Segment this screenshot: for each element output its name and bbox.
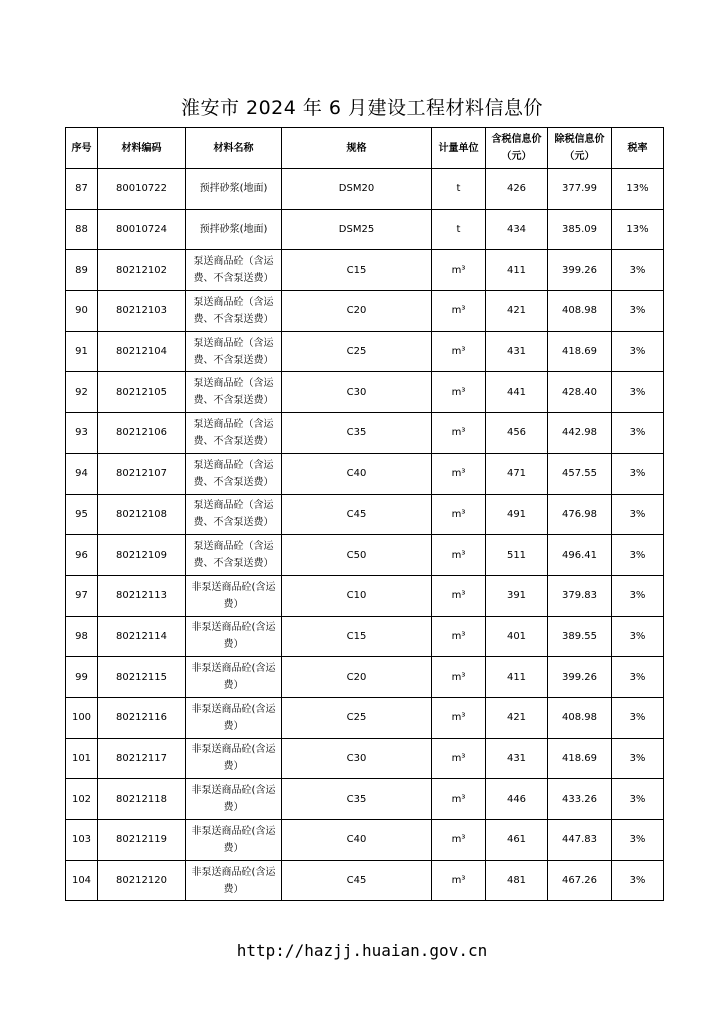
cell-unit: m³ [432,820,486,861]
cell-unit: m³ [432,697,486,738]
cell-unit: m³ [432,738,486,779]
cell-price-notax: 418.69 [548,331,612,372]
cell-price-notax: 496.41 [548,535,612,576]
cell-rate: 3% [612,494,664,535]
cell-name: 泵送商品砼（含运费、不含泵送费） [186,535,282,576]
cell-name: 泵送商品砼（含运费、不含泵送费） [186,494,282,535]
cell-name: 泵送商品砼（含运费、不含泵送费） [186,413,282,454]
cell-price-tax: 401 [486,616,548,657]
cell-code: 80212120 [98,860,186,901]
table-header-row [66,128,664,169]
table-row [66,575,664,616]
cell-unit: m³ [432,372,486,413]
cell-price-notax: 457.55 [548,453,612,494]
footer-url: http://hazjj.huaian.gov.cn [236,941,488,960]
cell-spec: C35 [282,779,432,820]
cell-spec: C40 [282,820,432,861]
cell-price-notax: 408.98 [548,697,612,738]
cell-price-tax: 411 [486,250,548,291]
cell-rate: 3% [612,372,664,413]
cell-code: 80212116 [98,697,186,738]
cell-unit: m³ [432,331,486,372]
cell-name: 泵送商品砼（含运费、不含泵送费） [186,453,282,494]
cell-price-tax: 491 [486,494,548,535]
cell-price-tax: 481 [486,860,548,901]
cell-price-notax: 385.09 [548,209,612,250]
cell-price-tax: 511 [486,535,548,576]
cell-spec: C30 [282,738,432,779]
cell-spec: C15 [282,616,432,657]
cell-seq: 94 [66,453,98,494]
cell-code: 80212102 [98,250,186,291]
cell-price-tax: 426 [486,169,548,210]
cell-price-notax: 408.98 [548,291,612,332]
cell-name: 预拌砂浆(地面) [186,209,282,250]
header-unit: 计量单位 [432,128,486,169]
cell-rate: 3% [612,291,664,332]
cell-seq: 91 [66,331,98,372]
cell-name: 非泵送商品砼(含运费） [186,657,282,698]
cell-seq: 95 [66,494,98,535]
cell-price-tax: 421 [486,291,548,332]
cell-unit: m³ [432,860,486,901]
cell-seq: 101 [66,738,98,779]
cell-price-tax: 456 [486,413,548,454]
table-row [66,250,664,291]
cell-rate: 3% [612,575,664,616]
cell-name: 非泵送商品砼(含运费） [186,820,282,861]
cell-price-notax: 379.83 [548,575,612,616]
cell-spec: C45 [282,860,432,901]
cell-rate: 3% [612,331,664,372]
cell-code: 80212115 [98,657,186,698]
cell-price-tax: 434 [486,209,548,250]
header-spec: 规格 [282,128,432,169]
cell-name: 泵送商品砼（含运费、不含泵送费） [186,372,282,413]
cell-name: 非泵送商品砼(含运费） [186,616,282,657]
cell-rate: 3% [612,453,664,494]
header-code: 材料编码 [98,128,186,169]
header-price-tax: 含税信息价（元） [486,128,548,169]
cell-unit: m³ [432,494,486,535]
cell-price-tax: 441 [486,372,548,413]
cell-name: 泵送商品砼（含运费、不含泵送费） [186,291,282,332]
cell-name: 非泵送商品砼(含运费） [186,575,282,616]
cell-name: 预拌砂浆(地面) [186,169,282,210]
cell-price-notax: 442.98 [548,413,612,454]
cell-code: 80212109 [98,535,186,576]
cell-code: 80212114 [98,616,186,657]
cell-price-tax: 421 [486,697,548,738]
cell-code: 80212105 [98,372,186,413]
cell-unit: m³ [432,535,486,576]
table-row [66,860,664,901]
cell-price-notax: 418.69 [548,738,612,779]
table-row [66,820,664,861]
cell-code: 80212119 [98,820,186,861]
cell-rate: 3% [612,820,664,861]
price-table [65,127,664,901]
page-title: 淮安市 2024 年 6 月建设工程材料信息价 [180,97,544,119]
cell-unit: m³ [432,657,486,698]
cell-name: 泵送商品砼（含运费、不含泵送费） [186,250,282,291]
cell-code: 80212104 [98,331,186,372]
cell-name: 泵送商品砼（含运费、不含泵送费） [186,331,282,372]
cell-rate: 3% [612,616,664,657]
cell-spec: C35 [282,413,432,454]
table-row [66,413,664,454]
cell-price-notax: 467.26 [548,860,612,901]
cell-rate: 13% [612,209,664,250]
cell-seq: 99 [66,657,98,698]
cell-code: 80212118 [98,779,186,820]
table-body [66,169,664,901]
header-rate: 税率 [612,128,664,169]
cell-price-tax: 471 [486,453,548,494]
cell-seq: 87 [66,169,98,210]
cell-unit: t [432,209,486,250]
cell-rate: 3% [612,535,664,576]
cell-spec: C30 [282,372,432,413]
cell-price-notax: 433.26 [548,779,612,820]
cell-unit: m³ [432,779,486,820]
cell-seq: 104 [66,860,98,901]
cell-price-tax: 391 [486,575,548,616]
cell-seq: 90 [66,291,98,332]
cell-unit: m³ [432,413,486,454]
cell-seq: 96 [66,535,98,576]
cell-name: 非泵送商品砼(含运费） [186,697,282,738]
cell-rate: 3% [612,738,664,779]
cell-unit: m³ [432,453,486,494]
cell-code: 80010724 [98,209,186,250]
cell-rate: 3% [612,413,664,454]
cell-price-tax: 411 [486,657,548,698]
cell-spec: DSM25 [282,209,432,250]
cell-price-notax: 428.40 [548,372,612,413]
cell-unit: m³ [432,250,486,291]
table-row [66,331,664,372]
table-row [66,779,664,820]
cell-seq: 100 [66,697,98,738]
table-row [66,372,664,413]
cell-spec: C25 [282,697,432,738]
table-row [66,697,664,738]
table-row [66,291,664,332]
cell-seq: 89 [66,250,98,291]
cell-code: 80212103 [98,291,186,332]
cell-price-notax: 389.55 [548,616,612,657]
cell-rate: 3% [612,697,664,738]
cell-price-tax: 431 [486,738,548,779]
cell-rate: 13% [612,169,664,210]
cell-code: 80010722 [98,169,186,210]
cell-name: 非泵送商品砼(含运费） [186,860,282,901]
cell-spec: C10 [282,575,432,616]
cell-rate: 3% [612,779,664,820]
table-row [66,535,664,576]
cell-spec: C40 [282,453,432,494]
cell-price-tax: 431 [486,331,548,372]
table-row [66,169,664,210]
cell-rate: 3% [612,860,664,901]
cell-seq: 98 [66,616,98,657]
cell-price-notax: 399.26 [548,250,612,291]
cell-spec: C50 [282,535,432,576]
cell-price-notax: 399.26 [548,657,612,698]
cell-seq: 88 [66,209,98,250]
cell-spec: DSM20 [282,169,432,210]
cell-code: 80212107 [98,453,186,494]
cell-seq: 102 [66,779,98,820]
cell-code: 80212117 [98,738,186,779]
table-row [66,616,664,657]
cell-seq: 97 [66,575,98,616]
cell-price-notax: 447.83 [548,820,612,861]
table-row [66,738,664,779]
cell-code: 80212106 [98,413,186,454]
cell-rate: 3% [612,657,664,698]
cell-spec: C20 [282,291,432,332]
cell-code: 80212113 [98,575,186,616]
cell-unit: m³ [432,616,486,657]
cell-unit: m³ [432,575,486,616]
cell-unit: m³ [432,291,486,332]
cell-rate: 3% [612,250,664,291]
cell-name: 非泵送商品砼(含运费） [186,779,282,820]
cell-spec: C25 [282,331,432,372]
cell-price-notax: 377.99 [548,169,612,210]
header-seq: 序号 [66,128,98,169]
cell-spec: C15 [282,250,432,291]
cell-price-tax: 446 [486,779,548,820]
header-name: 材料名称 [186,128,282,169]
cell-seq: 103 [66,820,98,861]
cell-name: 非泵送商品砼(含运费） [186,738,282,779]
cell-price-tax: 461 [486,820,548,861]
cell-unit: t [432,169,486,210]
cell-seq: 92 [66,372,98,413]
cell-code: 80212108 [98,494,186,535]
cell-price-notax: 476.98 [548,494,612,535]
cell-seq: 93 [66,413,98,454]
table-row [66,494,664,535]
cell-spec: C45 [282,494,432,535]
table-row [66,209,664,250]
header-price-notax: 除税信息价（元） [548,128,612,169]
cell-spec: C20 [282,657,432,698]
table-row [66,453,664,494]
table-row [66,657,664,698]
